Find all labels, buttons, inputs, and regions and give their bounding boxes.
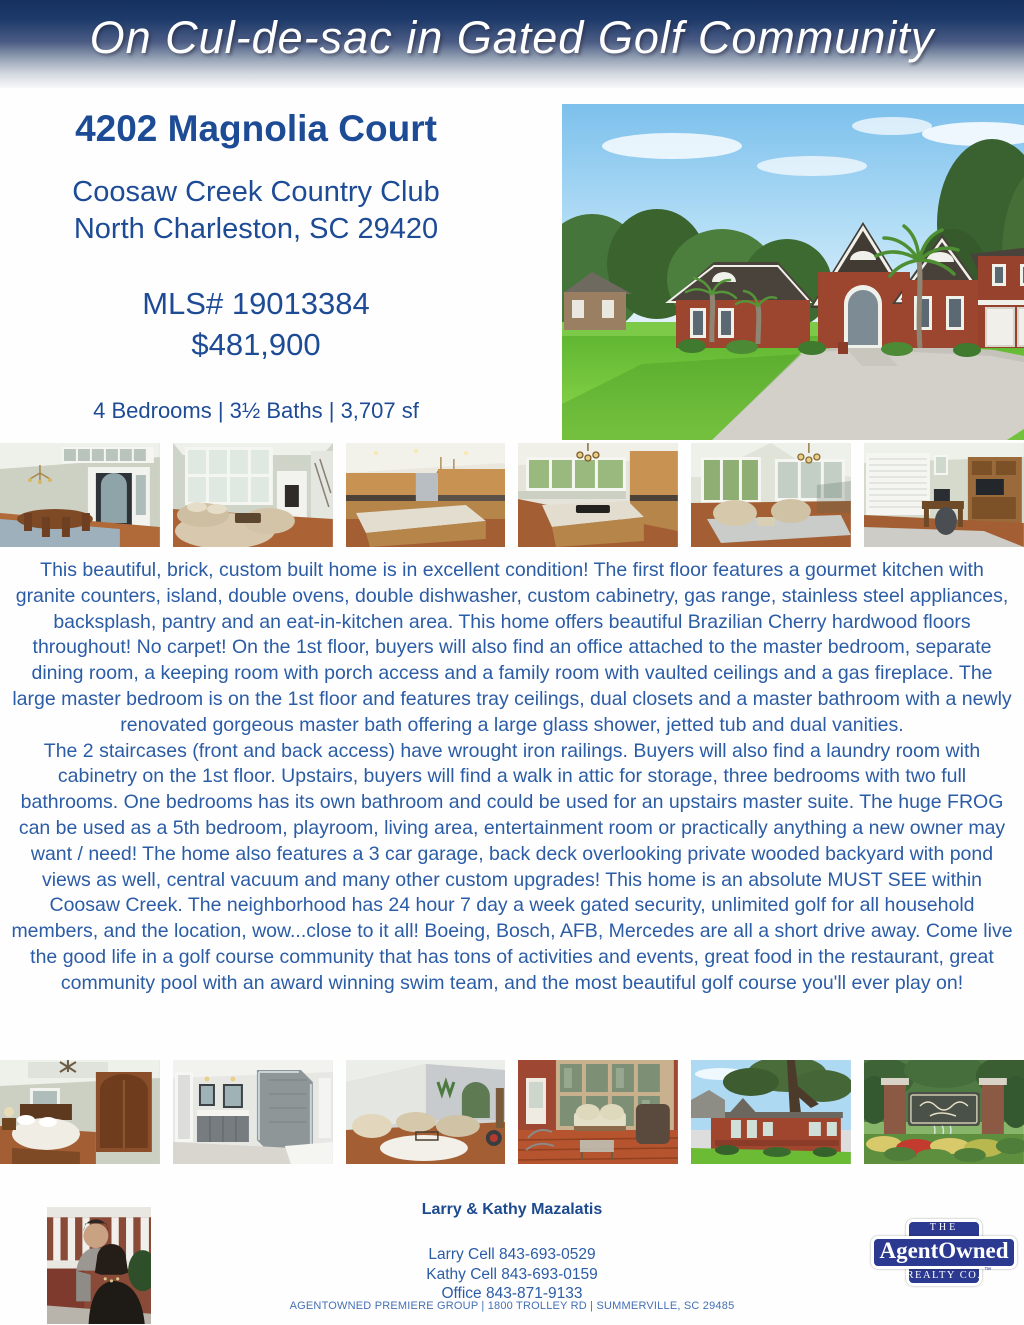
- thumbnail-family-room: [173, 443, 333, 547]
- thumbnail-row-2: [0, 1060, 1024, 1164]
- community-entrance-image: [864, 1060, 1024, 1164]
- property-description: [0, 558, 1024, 997]
- listing-city-state: North Charleston, SC 29420: [73, 213, 439, 245]
- brokerage-line: AGENTOWNED PREMIERE GROUP | 1800 TROLLEY RD | SUMMERVILLE, SC 29485: [289, 1300, 735, 1312]
- listing-address: 4202 Magnolia Court: [75, 108, 437, 149]
- thumbnail-kitchen-island: [518, 443, 678, 547]
- thumbnail-dining-room: [0, 443, 160, 547]
- dining-room-image: [0, 443, 160, 547]
- description-paragraph-1: This beautiful, brick, custom built home is in excellent condition! The first floor features a gourmet kitchen with granite counters, island, double ovens, double dishwasher, custom cabinetry, gas range, stainless steel appliances, backsplash, pantry and an eat-in-kitchen area. This home offers beautiful Brazilian Cherry hardwood floors throughout! No carpet! On the 1st floor, buyers will also find an office attached to the master bedroom, separate dining room, a keeping room with porch access and a family room with vaulted ceilings and a gas fireplace. The large master bedroom is on the 1st floor and features tray ceilings, dual closets and a master bathroom with a newly renovated gorgeous master bath offering a large glass shower, jetted tub and dual vanities.: [12, 559, 1012, 736]
- bonus-room-image: [346, 1060, 506, 1164]
- phone-numbers: [302, 1245, 722, 1304]
- kitchen-image: [346, 443, 506, 547]
- main-exterior-photo: [562, 104, 1024, 440]
- office-image: [864, 443, 1024, 547]
- kathy-cell: Kathy Cell 843-693-0159: [426, 1265, 598, 1283]
- thumbnail-back-exterior: [691, 1060, 851, 1164]
- agentowned-logo: [871, 1219, 1017, 1286]
- description-paragraph-2: The 2 staircases (front and back access) have wrought iron railings. Buyers will also find a laundry room with cabinetry on the 1st floor. Upstairs, buyers will find a walk in attic for storage, three bedrooms with two full bathrooms. One bedrooms has its own bathroom and could be used for an upstairs master suite. The huge FROG can be used as a 5th bedroom, playroom, living area, entertainment room or practically anything a new owner may want / need! The home also features a 3 car garage, back deck overlooking private wooded backyard with pond views as well, central vacuum and many other custom upgrades! This home is an absolute MUST SEE within Coosaw Creek. The neighborhood has 24 hour 7 day a week gated security, unlimited golf for all household members, and the location, wow...close to it all! Boeing, Bosch, AFB, Mercedes are all a short drive away. Come live the good life in a golf course community that has tons of activities and events, great food in the restaurant, great community pool with an award winning swim team, and the most beautiful golf course you'll ever play on!: [11, 739, 1013, 994]
- thumbnail-keeping-room: [691, 443, 851, 547]
- logo-the-text: THE: [929, 1222, 959, 1233]
- agents-name: Larry & Kathy Mazalatis: [421, 1201, 603, 1218]
- listing-price: $481,900: [191, 327, 321, 362]
- banner-title: On Cul-de-sac in Gated Golf Community: [89, 12, 935, 63]
- thumbnail-office: [864, 443, 1024, 547]
- thumbnail-kitchen: [346, 443, 506, 547]
- back-exterior-image: [691, 1060, 851, 1164]
- thumbnail-master-bathroom: [173, 1060, 333, 1164]
- back-deck-image: [518, 1060, 678, 1164]
- larry-cell: Larry Cell 843-693-0529: [428, 1246, 596, 1263]
- logo-trademark: ™: [984, 1267, 991, 1274]
- keeping-room-image: [691, 443, 851, 547]
- thumbnail-community-entrance: [864, 1060, 1024, 1164]
- master-bathroom-image: [173, 1060, 333, 1164]
- thumbnail-master-bedroom: [0, 1060, 160, 1164]
- listing-mls: MLS# 19013384: [142, 286, 370, 321]
- banner: [0, 0, 1024, 88]
- office-phone: Office 843-871-9133: [441, 1285, 583, 1302]
- family-room-image: [173, 443, 333, 547]
- master-bedroom-image: [0, 1060, 160, 1164]
- thumbnail-row-1: [0, 443, 1024, 547]
- front-exterior-image: [562, 104, 1024, 440]
- listing-community: Coosaw Creek Country Club: [72, 176, 440, 208]
- thumbnail-bonus-room: [346, 1060, 506, 1164]
- kitchen-island-image: [518, 443, 678, 547]
- thumbnail-back-deck: [518, 1060, 678, 1164]
- listing-specs: 4 Bedrooms | 3½ Baths | 3,707 sf: [93, 398, 419, 423]
- logo-realty-text: REALTY CO.: [906, 1270, 982, 1281]
- listing-info: [0, 88, 512, 424]
- contact-block: [302, 1201, 722, 1304]
- logo-name-text: AgentOwned: [879, 1238, 1009, 1263]
